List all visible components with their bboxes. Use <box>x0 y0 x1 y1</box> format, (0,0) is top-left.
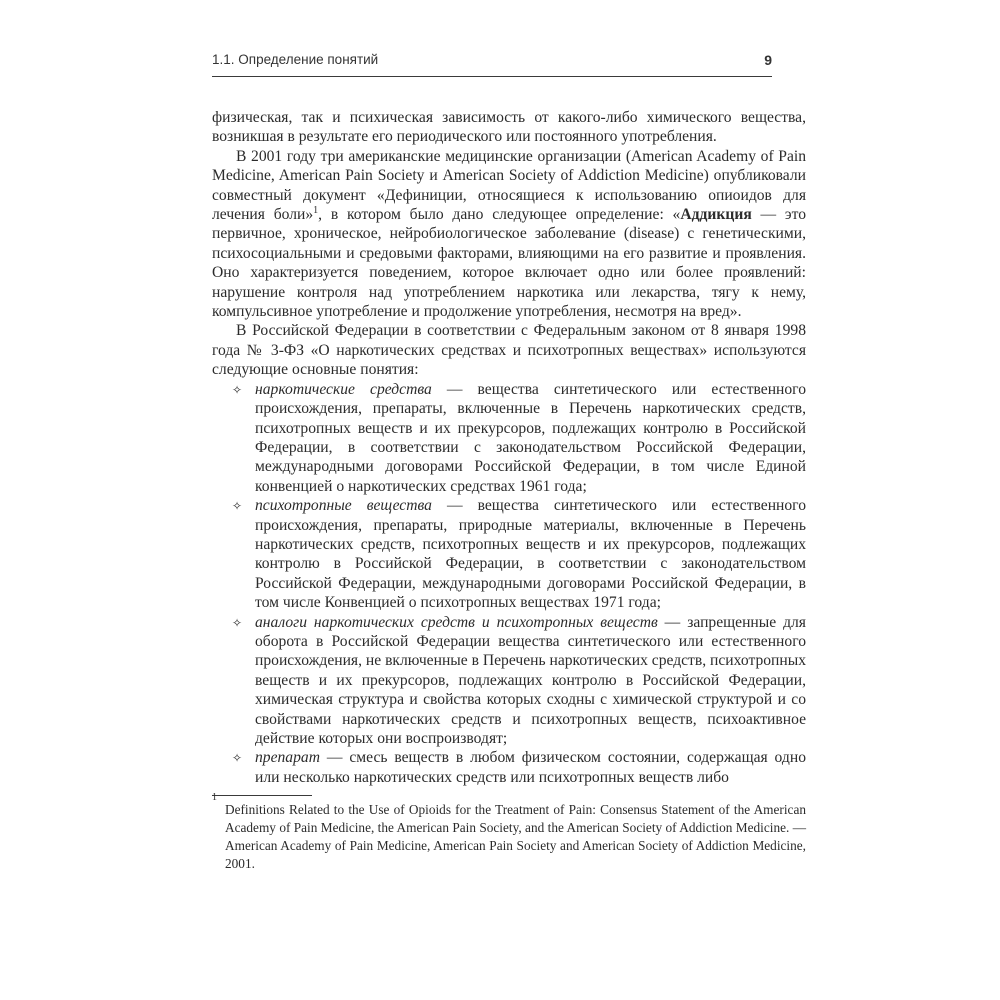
page-number: 9 <box>764 52 772 68</box>
paragraph-addiction-definition: В 2001 году три американские медицинские организации (American Academy of Pain Medicine, American Pain Society и American Society of Addiction Medicine) опубликовали совместный документ «Дефиниции, относящиеся к использованию опиоидов для лечения боли»$^1$, в котором было дано следующее определение: «Аддикция — это первичное, хроническое, нейробиологическое заболевание (disease) с генетическими, психосоциальными и средовыми факторами, влияющими на его развитие и проявления. Оно характеризуется поведением, которое включает одно или более проявлений: нарушение контроля над употреблением наркотика или лекарства, тягу к нему, компульсивное употребление и продолжение употребления, несмотря на вред». <box>212 147 806 321</box>
star-bullet-icon: ✧ <box>232 751 243 766</box>
footnote: 1 Definitions Related to the Use of Opioids for the Treatment of Pain: Consensus Statement of the American Academy of Pain Medicine, the American Pain Society, and the American Society of Addiction Medicine. — American Academy of Pain Medicine, American Pain Society and American Society of Addiction Medicine, 2001. <box>212 792 806 872</box>
list-item-text: аналоги наркотических средств и психотропных веществ — запрещенные для оборота в Российской Федерации вещества синтетического или естественного происхождения, не включенные в Перечень наркотических средств, психотропных веществ и их прекурсоров, подлежащих контролю в Российской Федерации, химическая структура и свойства которых сходны с химической структурой и со свойствами наркотических средств и психотропных веществ, психоактивное действие которых они воспроизводят; <box>255 613 807 747</box>
footnote-separator <box>212 795 312 796</box>
list-item-text: психотропные вещества — вещества синтетического или естественного происхождения, препараты, природные материалы, включенные в Перечень наркотических средств, психотропных веществ и их прекурсоров, подлежащих контролю в Российской Федерации, в соответствии с законодательством Российской Федерации, международными договорами Российской Федерации, в том числе Конвенцией о психотропных веществах 1971 года; <box>255 497 806 612</box>
definition-list <box>212 380 806 788</box>
page-body <box>212 108 806 873</box>
section-header: 1.1. Определение понятий <box>212 52 379 67</box>
list-item <box>212 496 806 612</box>
paragraph-continuation: физическая, так и психическая зависимость от какого-либо химического вещества, возникшая в результате его периодического или постоянного употребления. <box>212 109 806 146</box>
running-header <box>212 52 772 77</box>
list-item-text: наркотические средства — вещества синтетического или естественного происхождения, препараты, включенные в Перечень наркотических средств, психотропных веществ и их прекурсоров, подлежащих контролю в Российской Федерации, в соответствии с законодательством Российской Федерации, международными договорами Российской Федерации, в том числе Единой конвенцией о наркотических средствах 1961 года; <box>255 380 806 495</box>
list-item <box>212 380 806 496</box>
list-item <box>212 613 806 749</box>
list-item-text: препарат — смесь веществ в любом физическом состоянии, содержащая одно или несколько наркотических средств или психотропных веществ либо <box>255 749 806 786</box>
page-content <box>212 52 806 873</box>
star-bullet-icon: ✧ <box>232 615 243 630</box>
list-item <box>212 748 806 787</box>
star-bullet-icon: ✧ <box>232 382 243 397</box>
paragraph-federal-law: В Российской Федерации в соответствии с Федеральным законом от 8 января 1998 года № 3-ФЗ «О наркотических средствах и психотропных веществах» используются следующие основные понятия: <box>212 322 806 379</box>
footnote-text: Definitions Related to the Use of Opioids for the Treatment of Pain: Consensus Statement of the American Academy of Pain Medicine, the American Pain Society, and the American Society of Addiction Medicine. — American Academy of Pain Medicine, American Pain Society and American Society of Addiction Medicine, 2001. <box>225 802 806 872</box>
star-bullet-icon: ✧ <box>232 499 243 514</box>
